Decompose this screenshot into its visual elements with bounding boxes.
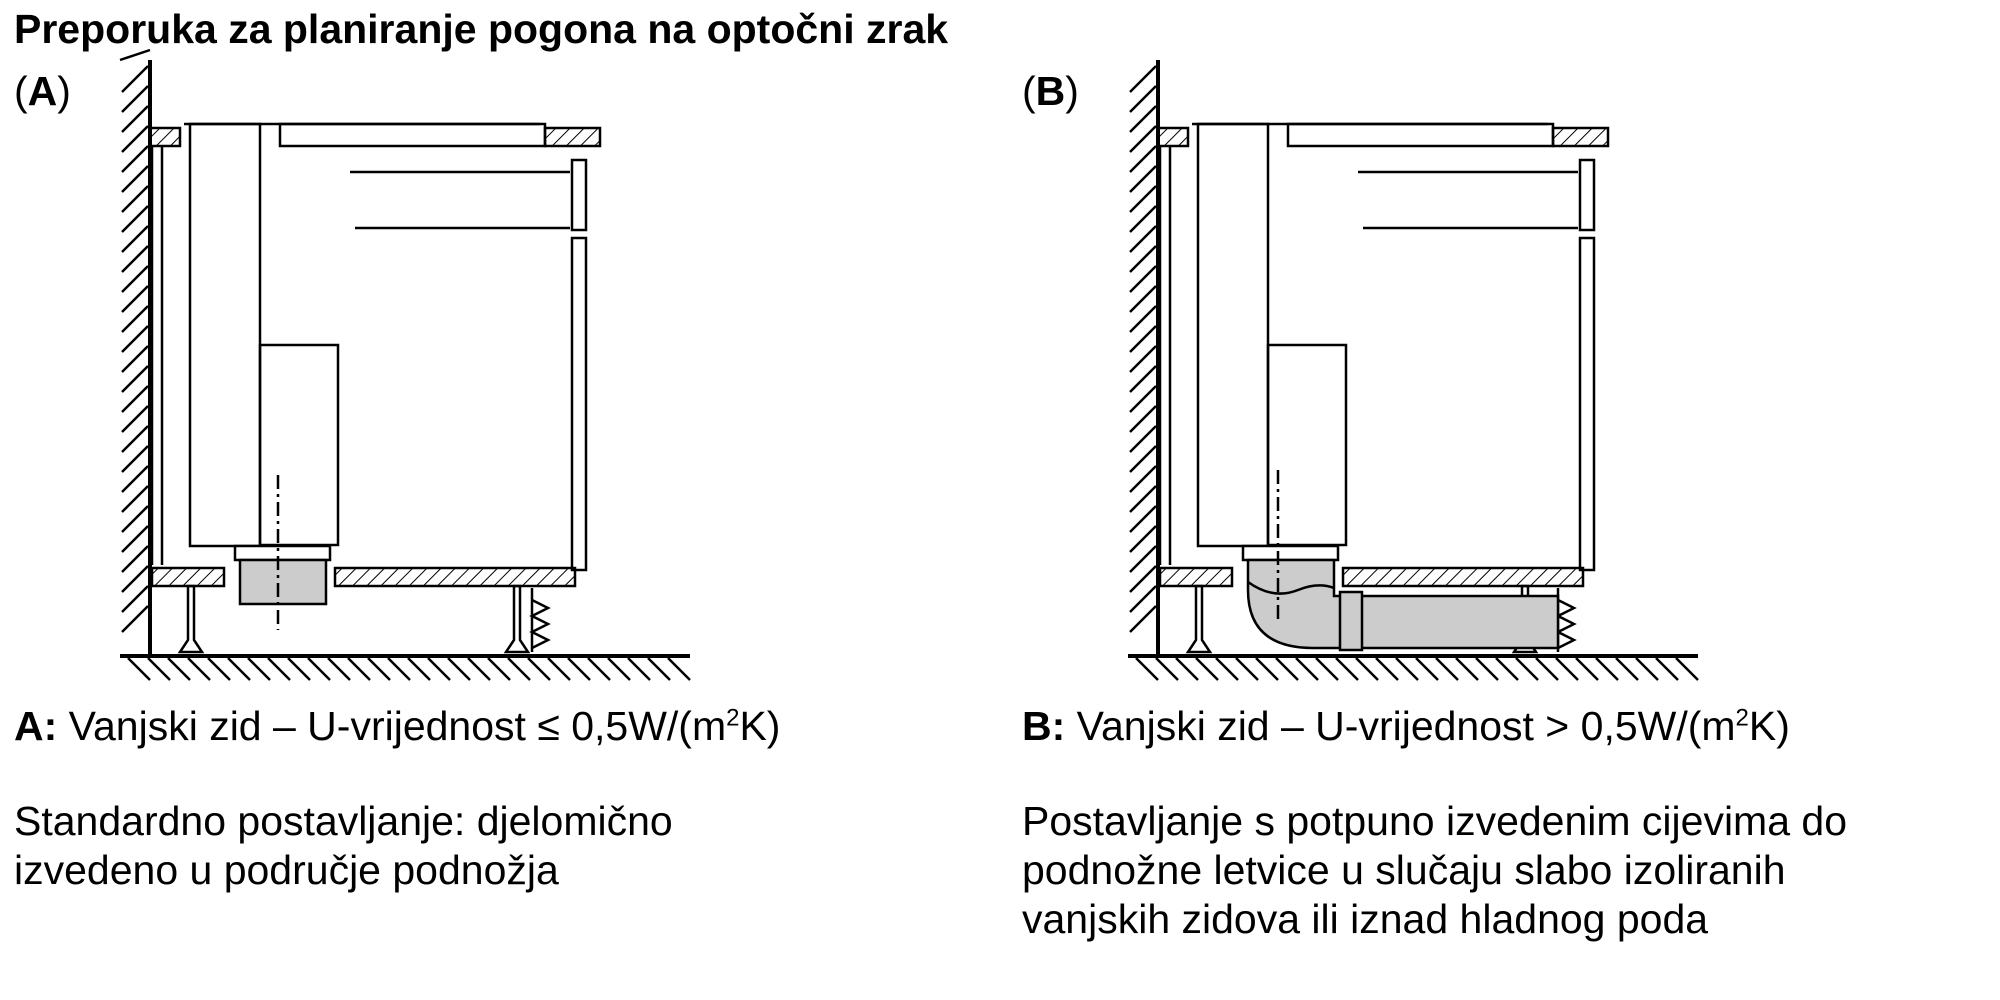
caption-b-prefix: B: (1022, 703, 1066, 749)
caption-a-text-end: K) (739, 703, 781, 749)
description-b-line-2: podnožne letvice u slučaju slabo izoliranih (1022, 847, 1786, 893)
caption-b-text: Vanjski zid – U-vrijednost > 0,5W/(m (1076, 703, 1736, 749)
floor (1128, 656, 1698, 680)
caption-b-superscript: 2 (1735, 704, 1749, 732)
diagram-b (1108, 60, 1728, 670)
description-b (1022, 797, 1847, 944)
panel-a-label-open: ( (14, 68, 28, 114)
panel-b-label-close: ) (1065, 68, 1079, 114)
panel-a-label (14, 68, 71, 115)
panel-b-label (1022, 68, 1079, 115)
page-title: Preporuka za planiranje pogona na optočni zrak (14, 6, 949, 52)
caption-a-text: Vanjski zid – U-vrijednost ≤ 0,5W/(m (68, 703, 727, 749)
description-a-line-2: izvedeno u područje podnožja (14, 847, 559, 893)
panel-a-label-close: ) (57, 68, 71, 114)
caption-a (14, 703, 780, 749)
panel-b-label-letter: B (1035, 68, 1066, 114)
caption-a-superscript: 2 (726, 704, 740, 732)
air-outlet-duct (235, 475, 330, 630)
description-a-line-1: Standardno postavljanje: djelomično (14, 798, 673, 844)
outer-wall (1130, 60, 1158, 656)
cabinet (150, 124, 600, 652)
floor (120, 656, 690, 680)
diagram-a (100, 60, 720, 670)
panel-a-label-letter: A (27, 68, 58, 114)
caption-b-text-end: K) (1748, 703, 1790, 749)
caption-a-prefix: A: (14, 703, 58, 749)
description-b-line-1: Postavljanje s potpuno izvedenim cijevima do (1022, 798, 1848, 844)
cabinet (1158, 124, 1608, 652)
description-b-line-3: vanjskih zidova ili iznad hladnog poda (1022, 896, 1709, 942)
description-a (14, 797, 673, 895)
air-outlet-duct (1243, 470, 1558, 650)
panel-b-label-open: ( (1022, 68, 1036, 114)
caption-b (1022, 703, 1790, 749)
outer-wall (122, 60, 150, 656)
